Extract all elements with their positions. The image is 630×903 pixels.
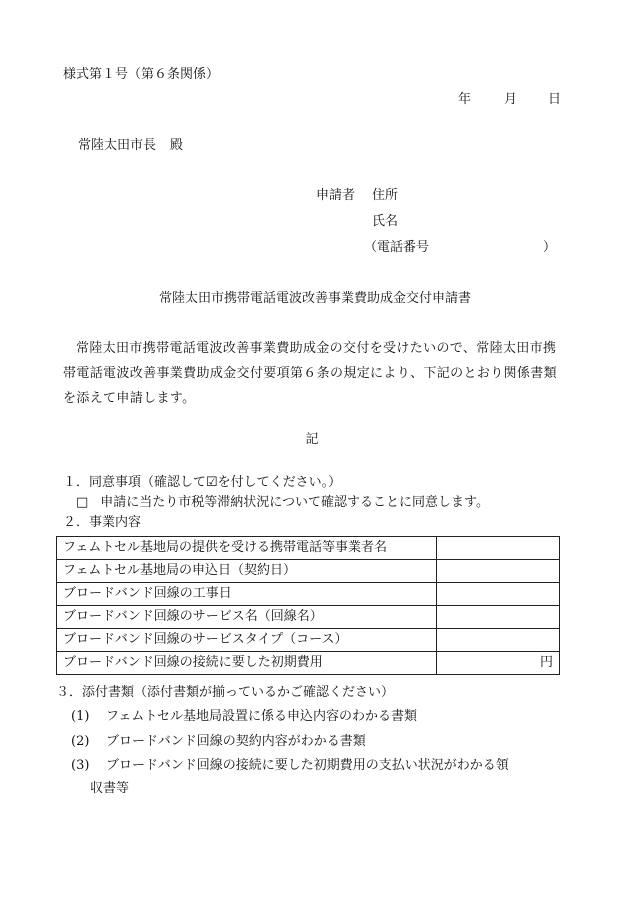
applicant-address-label: 住所 [372,188,399,203]
attachment-text: ブロードバンド回線の接続に要した初期費用の支払い状況がわかる領 [106,758,509,773]
table-row [57,583,560,606]
applicant-label: 申請者 [316,188,356,203]
form-number: 様式第１号（第６条関係） [63,67,220,82]
section2-heading: ２．事業内容 [63,515,142,530]
row-value-cell[interactable] [437,606,560,629]
attachment-number: (1) [71,709,90,724]
attachment-text: ブロードバンド回線の契約内容がわかる書類 [106,734,366,749]
attachment-number: (3) [71,758,90,773]
applicant-name-label: 氏名 [372,214,399,229]
phone-label-close: ） [543,240,557,255]
row-value-cell[interactable] [437,560,560,583]
attachment-number: (2) [71,734,90,749]
initial-cost-value-cell[interactable]: 円 [437,652,560,675]
table-row [57,606,560,629]
row-label: フェムトセル基地局の提供を受ける携帯電話等事業者名 [57,537,437,560]
section3-heading: ３．添付書類（添付書類が揃っているかご確認ください） [56,685,395,700]
row-label: ブロードバンド回線のサービス名（回線名） [57,606,437,629]
row-label: ブロードバンド回線のサービスタイプ（コース） [57,629,437,652]
consent-line [76,494,489,512]
attachment-text-continued: 収書等 [90,781,130,796]
row-value-cell[interactable] [437,629,560,652]
date-year-label: 年 [458,92,472,107]
table-row [57,652,560,675]
row-value-cell[interactable] [437,583,560,606]
table-row [57,537,560,560]
consent-text: 申請に当たり市税等滞納状況について確認することに同意します。 [100,495,489,510]
attachment-text: フェムトセル基地局設置に係る申込内容のわかる書類 [106,709,417,724]
business-table [56,536,560,675]
ki-heading: 記 [305,432,319,447]
table-row [57,560,560,583]
date-month-label: 月 [504,92,518,107]
row-value-cell[interactable] [437,537,560,560]
body-paragraph: 常陸太田市携帯電話電波改善事業費助成金の交付を受けたいので、常陸太田市携帯電話電波改善事業費助成金交付要項第６条の規定により、下記のとおり関係書類を添えて申請します。 [63,341,557,406]
addressee [78,137,183,155]
document-title: 常陸太田市携帯電話電波改善事業費助成金交付申請書 [158,291,471,306]
table-row [57,629,560,652]
phone-label-open: （電話番号 [364,240,430,255]
section1-heading: １．同意事項（確認して☑を付してください。） [63,475,342,490]
row-label: ブロードバンド回線の工事日 [57,583,437,606]
addressee-honorific: 殿 [170,138,184,153]
date-day-label: 日 [548,92,562,107]
row-label: フェムトセル基地局の申込日（契約日） [57,560,437,583]
addressee-name: 常陸太田市長 [78,138,157,153]
consent-checkbox-icon[interactable]: □ [76,495,89,510]
row-label: ブロードバンド回線の接続に要した初期費用 [57,652,437,675]
